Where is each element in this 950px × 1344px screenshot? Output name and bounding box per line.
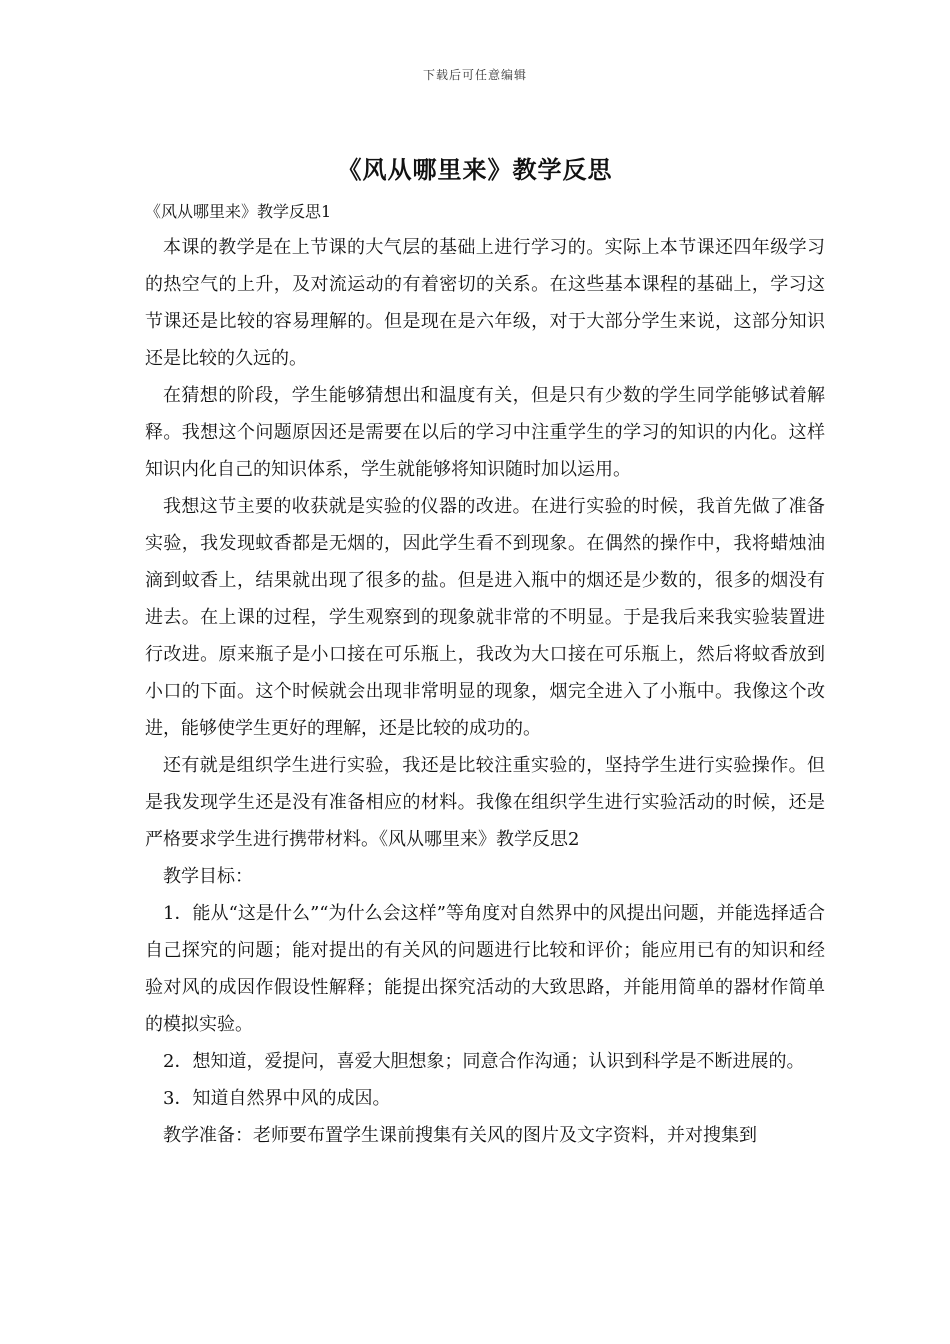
paragraph-intro: 本课的教学是在上节课的大气层的基础上进行学习的。实际上本节课还四年级学习的热空气的上升，及对流运动的有着密切的关系。在这些基本课程的基础上，学习这节课还是比较的容易理解的。但是现在是六年级，对于大部分学生来说，这部分知识还是比较的久远的。 <box>145 237 825 369</box>
paragraph-goal-1: 1．能从“这是什么”“为什么会这样”等角度对自然界中的风提出问题，并能选择适合自己探究的问题；能对提出的有关风的问题进行比较和评价；能应用已有的知识和经验对风的成因作假设性解释；能提出探究活动的大致思路，并能用简单的器材作简单的模拟实验。 <box>145 903 825 1035</box>
paragraph-teaching-preparation: 教学准备：老师要布置学生课前搜集有关风的图片及文字资料，并对搜集到 <box>163 1125 757 1146</box>
header-note: 下载后可任意编辑 <box>422 68 527 82</box>
document-title: 《风从哪里来》教学反思 <box>337 155 613 184</box>
document-body <box>145 196 825 1154</box>
paragraph-teaching-goals-heading: 教学目标： <box>163 866 253 887</box>
paragraph-goal-3: 3．知道自然界中风的成因。 <box>163 1088 391 1109</box>
paragraph-goal-2: 2．想知道，爱提问，喜爱大胆想象；同意合作沟通；认识到科学是不断进展的。 <box>163 1051 805 1072</box>
paragraph-apparatus-improvement: 我想这节主要的收获就是实验的仪器的改进。在进行实验的时候，我首先做了准备实验，我发现蚊香都是无烟的，因此学生看不到现象。在偶然的操作中，我将蜡烛油滴到蚊香上，结果就出现了很多的盐。但是进入瓶中的烟还是少数的，很多的烟没有进去。在上课的过程，学生观察到的现象就非常的不明显。于是我后来我实验装置进行改进。原来瓶子是小口接在可乐瓶上，我改为大口接在可乐瓶上，然后将蚊香放到小口的下面。这个时候就会出现非常明显的现象，烟完全进入了小瓶中。我像这个改进，能够使学生更好的理解，还是比较的成功的。 <box>145 496 825 739</box>
paragraph-organize-experiment: 还有就是组织学生进行实验，我还是比较注重实验的，坚持学生进行实验操作。但是我发现学生还是没有准备相应的材料。我像在组织学生进行实验活动的时候，还是严格要求学生进行携带材料。《风从哪里来》教学反思2 <box>145 755 825 850</box>
paragraph-guess-stage: 在猜想的阶段，学生能够猜想出和温度有关，但是只有少数的学生同学能够试着解释。我想这个问题原因还是需要在以后的学习中注重学生的学习的知识的内化。这样知识内化自己的知识体系，学生就能够将知识随时加以运用。 <box>145 385 825 480</box>
section-subtitle: 《风从哪里来》教学反思1 <box>145 202 332 221</box>
